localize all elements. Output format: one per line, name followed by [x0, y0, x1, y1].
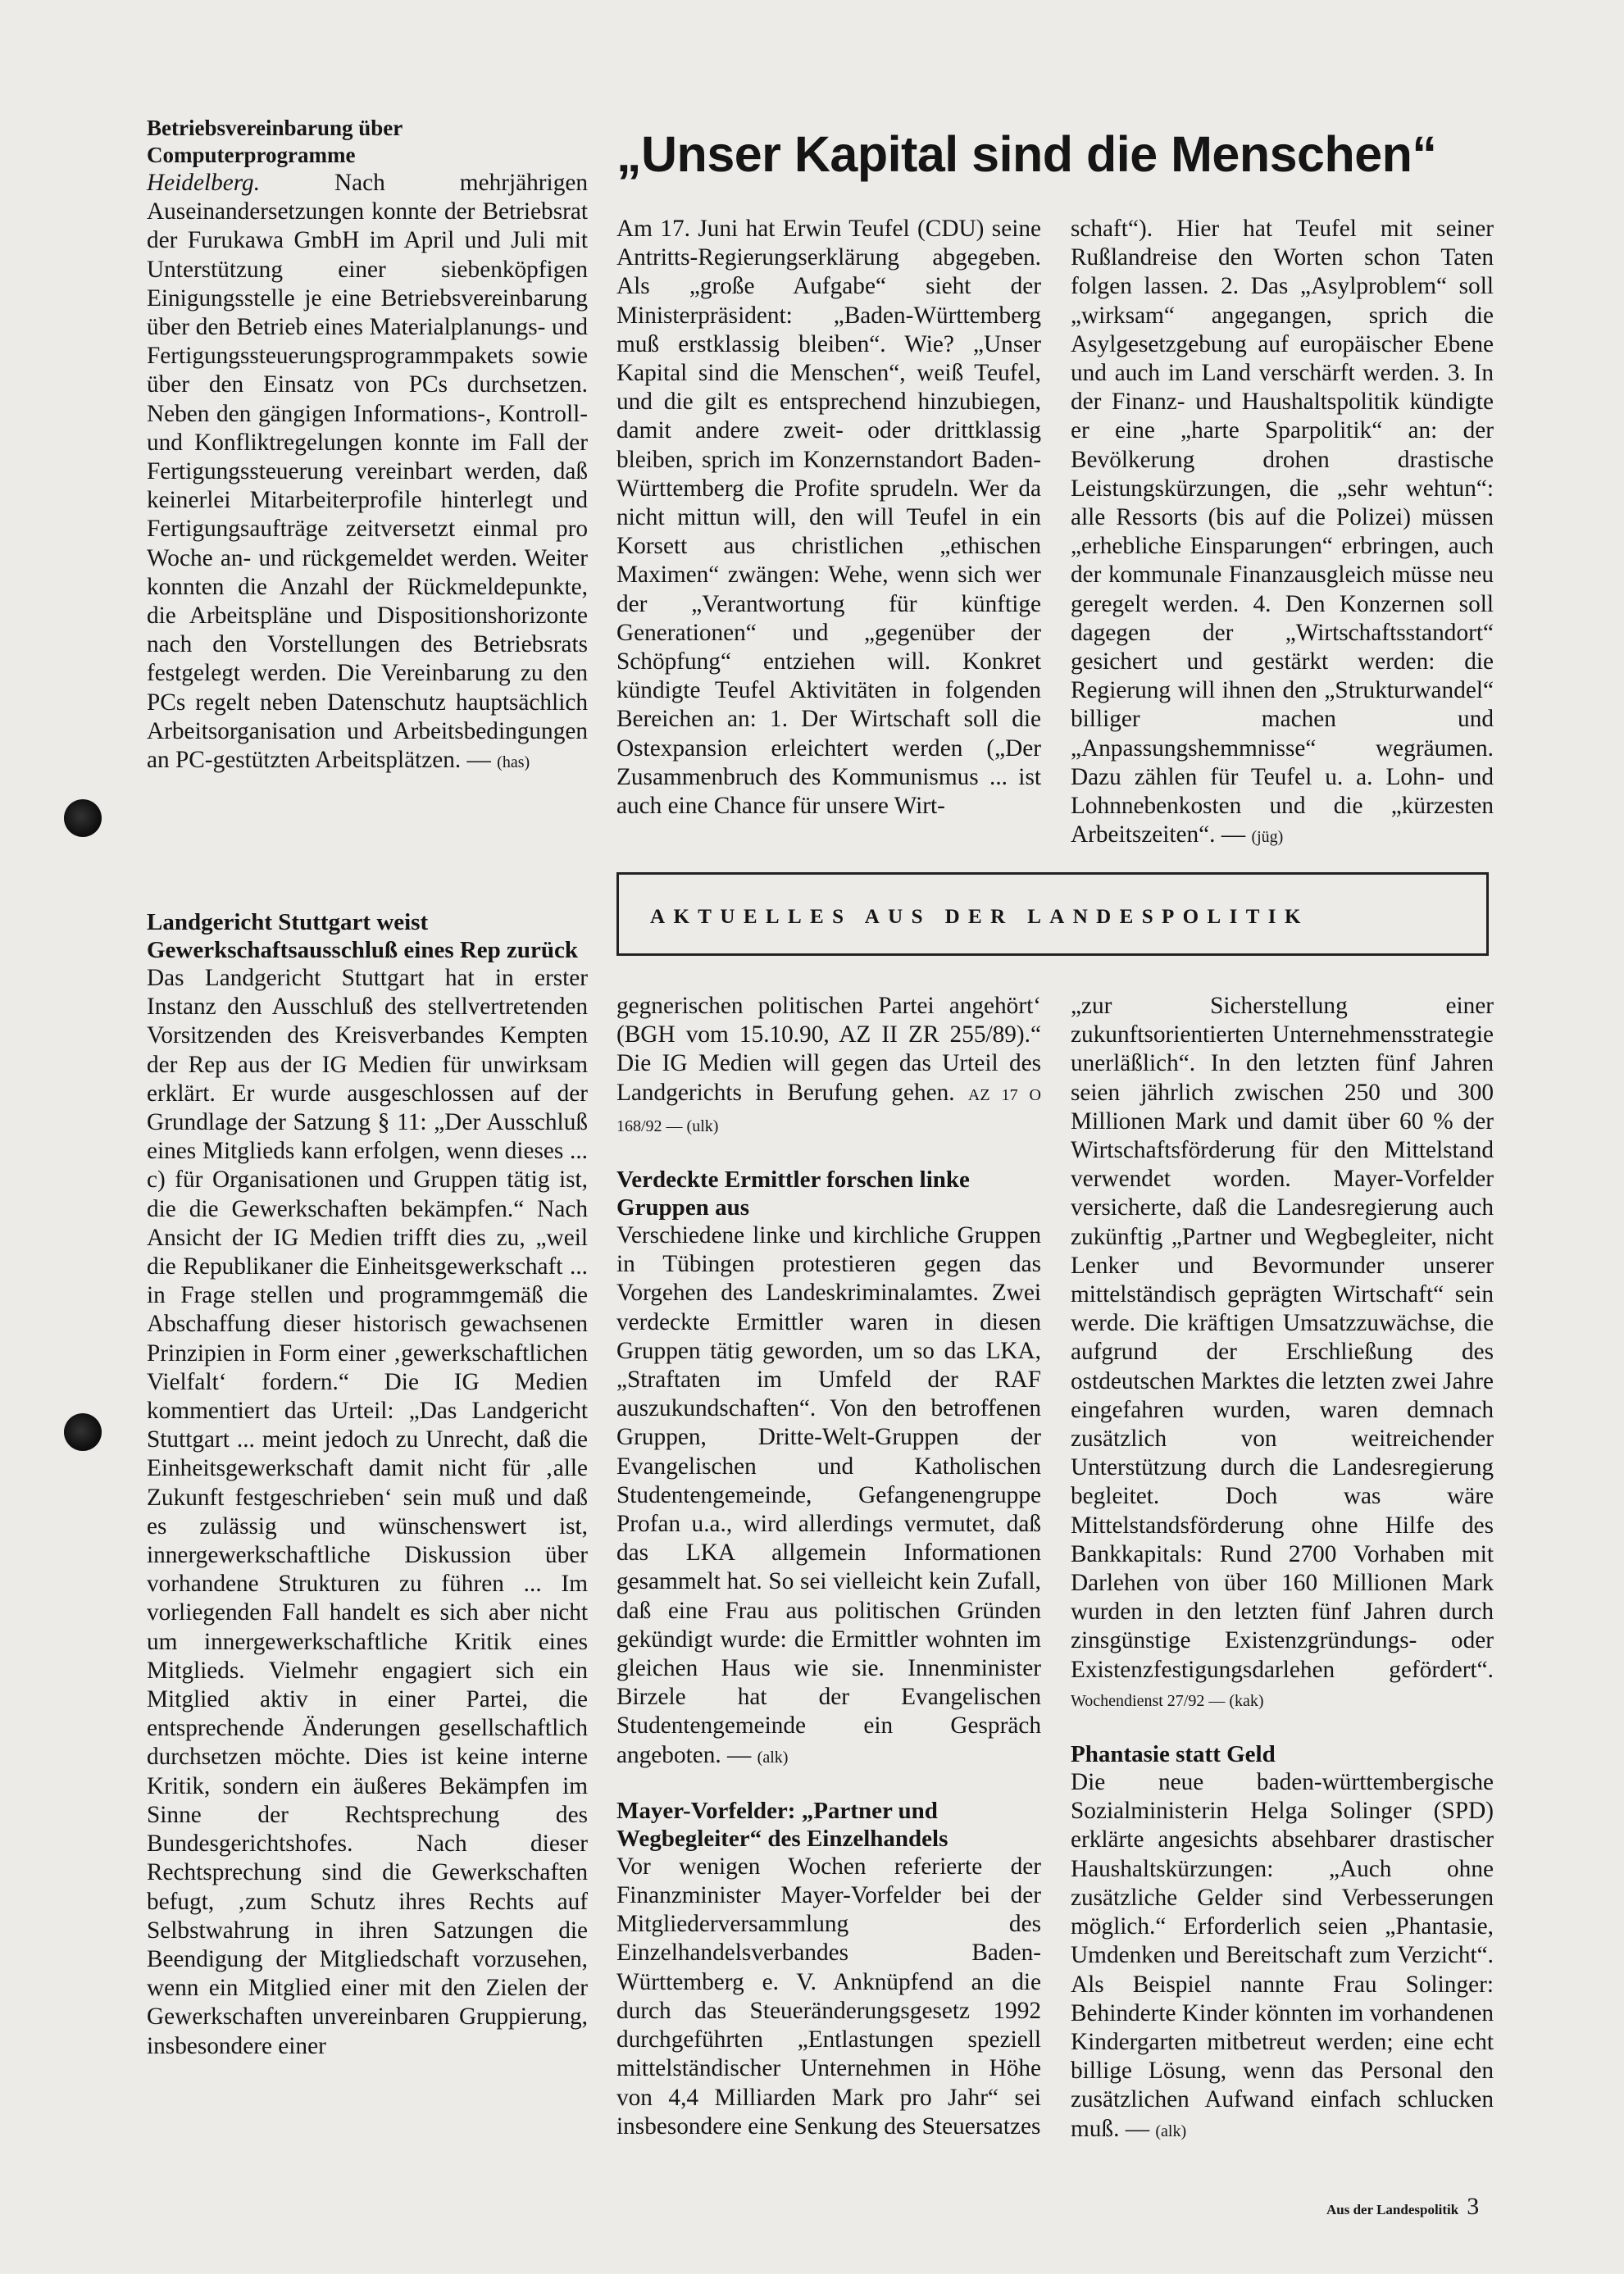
lead-text: schaft“). Hier hat Teufel mit seiner Rußlandreise den Worten schon Taten folgen lassen. 2. Das „Asylproblem“ soll „wirksam“ angegangen, sprich die Asylgesetzgebung auf europäischer Ebene und auch im Land verschärft werden. 3. In der Finanz- und Haushaltspolitik kündigte er eine „harte Sparpolitik“ an: der Bevölkerung drohen drastische Leistungskürzungen, die „sehr wehtun“: alle Ressorts (bis auf die Polizei) müssen „erhebliche Einsparungen“ erbringen, auch der kommunale Finanzausgleich müsse neu geregelt werden. 4. Den Konzernen soll dagegen der „Wirtschaftsstandort“ gesichert und gestärkt werden: die Regierung will ihnen den „Strukturwandel“ billiger machen und „Anpassungshemmnisse“ wegräumen. Dazu zählen für Teufel u. a. Lohn- und Lohnnebenkosten und die „kürzesten Arbeitszeiten“. — [1071, 216, 1494, 848]
column-right-lower [1071, 992, 1494, 2146]
lead-article-column-1 [616, 215, 1041, 821]
author-signature: (jüg) [1251, 828, 1284, 847]
author-signature: Wochendienst 27/92 — (kak) [1071, 1691, 1264, 1710]
article-text: Verschiedene linke und kirchliche Gruppen in Tübingen protestieren gegen das Vorgehen des Landeskriminalamtes. Zwei verdeckte Ermittler waren in diesen Gruppen tätig geworden, um so das LKA, „Straftaten im Umfeld der RAF auszukundschaften“. Von den betroffenen Gruppen, Dritte-Welt-Gruppen der Evangelischen und Katholischen Studentengemeinde, Gefangenengruppe Profan u.a., wird allerdings vermutet, daß das LKA allgemein Informationen gesammelt hat. So sei vielleicht kein Zufall, daß eine Frau aus politischen Gründen gekündigt wurde: die Ermittler wohnten im gleichen Haus wie sie. Innenminister Birzele hat der Evangelischen Studentengemeinde ein Gespräch angeboten. — [616, 1222, 1041, 1768]
article-undercover-investigators [616, 1166, 1041, 1772]
article-mayer-vorfelder [616, 1797, 1041, 2141]
article-body [147, 169, 588, 777]
article-continuation [616, 992, 1041, 1141]
article-body [616, 1221, 1041, 1772]
column-middle-lower [616, 992, 1041, 2141]
continuation-text: „zur Sicherstellung einer zukunftsorientierten Unternehmensstrategie unerläßlich“. In den letzten fünf Jahren seien jährlich zwischen 250 und 300 Millionen Mark und damit über 60 % der Wirtschaftsförderung für den Mittelstand verwendet worden. Mayer-Vorfelder versicherte, daß die Landesregierung auch zukünftig „Partner und Wegbegleiter, nicht Lenker und Bevormunder unserer mittelständisch geprägten Wirtschaft“ sein werde. Die kräftigen Umsatzzuwächse, die aufgrund der Erschließung des ostdeutschen Marktes die letzten zwei Jahre eingefahren wurden, waren demnach zusätzlich von weitreichender Unterstützung durch die Landesregierung begleitet. Doch was wäre Mittelstandsförderung ohne Hilfe des Bankkapitals: Rund 2700 Vorhaben mit Darlehen von über 160 Millionen Mark wurden in den letzten fünf Jahren durch zinsgünstige Existenzgründungs- oder Existenzfestigungsdarlehen gefördert“. [1071, 993, 1494, 1683]
author-signature: (alk) [1155, 2122, 1187, 2140]
author-signature: (has) [497, 753, 530, 772]
article-title: Landgericht Stuttgart weist Gewerkschaftsausschluß eines Rep zurück [147, 909, 579, 963]
article-court-ruling [147, 908, 588, 2061]
page-footer [1326, 2193, 1479, 2221]
article-title: Mayer-Vorfelder: „Partner und Wegbegleiter“ des Einzelhandels [616, 1797, 948, 1852]
lead-text: Am 17. Juni hat Erwin Teufel (CDU) seine Antritts-Regierungserklärung abgegeben. Als „große Aufgabe“ sieht der Ministerpräsident: „Baden-Württemberg muß erstklassig bleiben“. Wie? „Unser Kapital sind die Menschen“, weiß Teufel, und die gilt es entsprechend hinzubiegen, damit andere zweit- oder drittklassig bleiben, sprich im Konzernstandort Baden-Württemberg die Profite sprudeln. Wer da nicht mittun will, den will Teufel in ein Korsett aus christlichen „ethischen Maximen“ zwängen: Wehe, wenn sich wer der „Verantwortung für künftige Generationen“ und „gegenüber der Schöpfung“ entziehen will. Konkret kündigte Teufel Aktivitäten in folgenden Bereichen an: 1. Der Wirtschaft soll die Ostexpansion erleichtert werden („Der Zusammenbruch des Kommunismus ... ist auch eine Chance für unsere Wirt- [616, 216, 1041, 820]
article-computer-programs [147, 115, 588, 777]
article-text: Das Landgericht Stuttgart hat in erster Instanz den Ausschluß des stellvertretenden Vorsitzenden des Kreisverbandes Kempten der Rep aus der IG Medien für unwirksam erklärt. Er wurde ausgeschlossen auf der Grundlage der Satzung § 11: „Der Ausschluß eines Mitglieds kann erfolgen, wenn dieses ... c) für Organisationen und Gruppen tätig ist, die die Gewerkschaften bekämpfen.“ Nach Ansicht der IG Medien trifft dies zu, „weil die Republikaner die Einheitsgewerkschaft ... in Frage stellen und programmgemäß die Abschaffung dieser historisch gewachsenen Prinzipien in Form einer ‚gewerkschaftlichen Vielfalt‘ fordern.“ Die IG Medien kommentiert das Urteil: „Das Landgericht Stuttgart ... meint jedoch zu Unrecht, daß die Einheitsgewerkschaft damit nicht für ‚alle Zukunft festgeschrieben‘ sein muß und daß es zulässig und wünschenswert ist, innergewerkschaftliche Diskussion über vorhandene Strukturen zu führen ... Im vorliegenden Fall handelt es sich aber nicht um innergewerkschaftliche Kritik eines Mitglieds. Vielmehr engagiert sich ein Mitglied aktiv in einer Partei, die entsprechende Änderungen gesellschaftlich durchsetzen möchte. Dies ist keine interne Kritik, sondern ein äußeres Bekämpfen im Sinne der Rechtsprechung des Bundesgerichtshofes. Nach dieser Rechtsprechung sind die Gewerkschaften befugt, ‚zum Schutz ihres Rechts auf Selbstwahrung in ihren Satzungen die Beendigung der Mitgliedschaft vorzusehen, wenn ein Mitglied einer mit den Zielen der Gewerkschaften unvereinbaren Gruppierung, insbesondere einer [147, 965, 588, 2059]
section-banner [616, 872, 1489, 956]
article-text: Die neue baden-württembergische Sozialministerin Helga Solinger (SPD) erklärte angesichts absehbarer drastischer Haushaltskürzungen: „Auch ohne zusätzliche Gelder sind Verbesserungen möglich.“ Erforderlich seien „Phantasie, Umdenken und Bereitschaft zum Verzicht“. Als Beispiel nannte Frau Solinger: Behinderte Kinder könnten im vorhandenen Kindergarten mitbetreut werden; eine echt billige Lösung, wenn das Personal den zusätzlichen Aufwand einfach schlucken muß. — [1071, 1769, 1494, 2142]
lead-headline: „Unser Kapital sind die Menschen“ [616, 126, 1437, 182]
section-banner-label: AKTUELLES AUS DER LANDESPOLITIK [650, 906, 1309, 928]
article-title: Verdeckte Ermittler forschen linke Gruppen aus [616, 1167, 970, 1221]
author-signature: AZ 17 O 168/92 — (ulk) [616, 1085, 1042, 1135]
article-phantasie-statt-geld [1071, 1740, 1494, 2146]
article-continuation [1071, 992, 1494, 1716]
page-number: 3 [1467, 2193, 1480, 2220]
article-title: Phantasie statt Geld [1071, 1741, 1276, 1768]
lead-text-cont [1071, 215, 1494, 852]
dateline: Heidelberg. [147, 170, 261, 196]
author-signature: (alk) [757, 1748, 789, 1767]
article-body [1071, 1768, 1494, 2146]
continuation-text: gegnerischen politischen Partei angehört‘ (BGH vom 15.10.90, AZ II ZR 255/89).“ Die IG Medien will gegen das Urteil des Landgerichts in Berufung gehen. [616, 993, 1041, 1106]
hole-punch-mark [64, 799, 102, 837]
article-text: Nach mehrjährigen Auseinandersetzungen konnte der Betriebsrat der Furukawa GmbH im April und Juli mit Unterstützung einer siebenköpfigen Einigungsstelle je eine Betriebsvereinbarung über den Betrieb eines Materialplanungs- und Fertigungssteuerungsprogrammpakets sowie über den Einsatz von PCs durchsetzen. Neben den gängigen Informations-, Kontroll- und Konfliktregelungen konnte im Fall der Fertigungssteuerung vereinbart werden, daß keinerlei Mitarbeiterprofile hinterlegt und Fertigungsaufträge zeitversetzt einmal pro Woche an- und rückgemeldet werden. Weiter konnten die Anzahl der Rückmeldepunkte, die Arbeitspläne und Dispositionshorizonte nach den Vorstellungen des Betriebsrats festgelegt werden. Die Vereinbarung zu den PCs regelt neben Datenschutz hauptsächlich Arbeitsorganisation und Arbeitsbedingungen an PC-gestützten Arbeitsplätzen. — [147, 170, 588, 774]
article-title: Betriebsvereinbarung über Computerprogramme [147, 116, 403, 167]
lead-article-column-2 [1071, 215, 1494, 852]
footer-section-name: Aus der Landespolitik [1326, 2202, 1459, 2217]
hole-punch-mark [64, 1413, 102, 1451]
article-text: Vor wenigen Wochen referierte der Finanzminister Mayer-Vorfelder bei der Mitgliederversammlung des Einzelhandelsverbandes Baden-Württemberg e. V. Anknüpfend an die durch das Steueränderungsgesetz 1992 durchgeführten „Entlastungen speziell mittelständischer Unternehmen in Höhe von 4,4 Milliarden Mark pro Jahr“ sei insbesondere eine Senkung des Steuersatzes [616, 1853, 1041, 2140]
